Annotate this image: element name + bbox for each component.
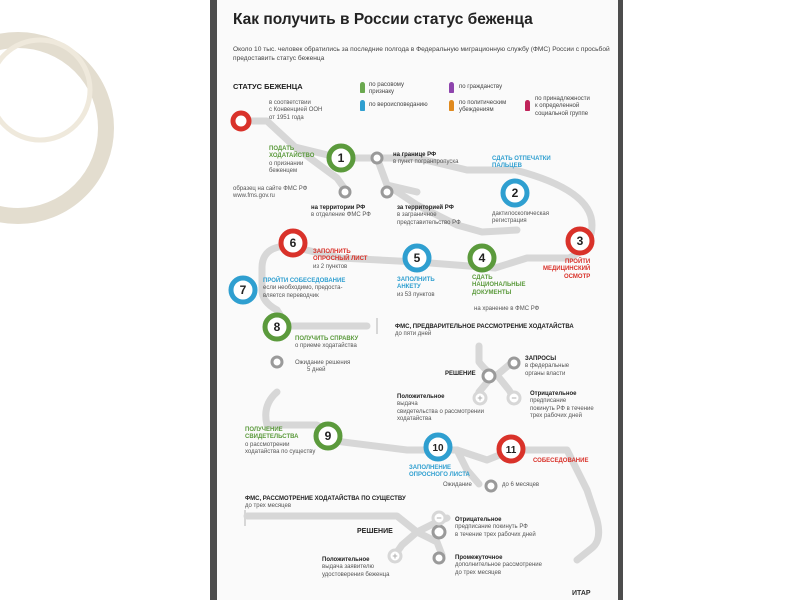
plus-sign-1: + xyxy=(477,393,483,403)
outcome-desc: предписание xyxy=(530,398,567,405)
review-1-header xyxy=(395,324,574,339)
legend-item-race xyxy=(369,82,404,97)
sample-note xyxy=(233,186,307,201)
outcome-desc: выдача xyxy=(397,401,418,408)
positive-1-label xyxy=(397,394,484,424)
step-title: ПАЛЬЦЕВ xyxy=(492,163,522,170)
review-2-header xyxy=(245,496,406,511)
step-number-4: 4 xyxy=(478,251,486,265)
decision-2-label: РЕШЕНИЕ xyxy=(357,528,393,535)
step-4-desc: на хранение в ФМС РФ xyxy=(474,306,540,312)
outcome-title: Отрицательное xyxy=(530,391,577,397)
step-title: МЕДИЦИНСКИЙ xyxy=(543,266,591,273)
source-label: ИТАР xyxy=(572,590,591,597)
step-number-8: 8 xyxy=(273,320,281,334)
minus-sign-2: − xyxy=(436,513,442,523)
step-title: ПОДАТЬ xyxy=(269,146,295,152)
sample-line: образец на сайте ФМС РФ xyxy=(233,186,308,192)
wait-2-label: Ожидание xyxy=(443,482,472,488)
step-title: СДАТЬ xyxy=(472,275,493,281)
outcome-title: Отрицательное xyxy=(455,517,502,523)
option-title: на границе РФ xyxy=(393,152,437,158)
legend-basis-line: в соответствии xyxy=(269,100,311,106)
positive-2-label xyxy=(322,557,389,579)
option-desc: представительство РФ xyxy=(397,219,461,226)
station-requests xyxy=(509,358,519,368)
step-title: АНКЕТУ xyxy=(397,284,421,291)
step-5-label xyxy=(397,277,435,299)
option-desc: в заграничное xyxy=(397,212,437,219)
citizenship-pin-icon xyxy=(449,82,454,93)
step-2-desc xyxy=(492,211,549,226)
outcome-desc: удостоверения беженца xyxy=(322,571,390,578)
inside-option xyxy=(311,205,371,220)
plus-sign-2: + xyxy=(392,551,398,561)
intermediate-label xyxy=(455,555,542,577)
social-group-pin-icon xyxy=(525,100,530,111)
step-title: ЗАПОЛНИТЬ xyxy=(397,277,435,283)
step-desc: из 53 пунктов xyxy=(397,291,435,298)
step-number-11: 11 xyxy=(505,445,517,456)
right-border-bar xyxy=(618,0,623,600)
step-desc: из 2 пунктов xyxy=(313,263,348,270)
outcome-desc: ходатайства xyxy=(397,416,432,423)
review-term: до трех месяцев xyxy=(245,503,292,510)
step-number-9: 9 xyxy=(324,429,332,443)
politics-pin-icon xyxy=(449,100,454,111)
step-7-label xyxy=(263,278,345,300)
outcome-desc: дополнительное рассмотрение xyxy=(455,562,542,569)
legend-line: убеждениям xyxy=(459,107,494,114)
outcome-desc: покинуть РФ в течение xyxy=(530,405,594,412)
negative-2-label xyxy=(455,517,536,539)
legend-item-religion: по вероисповеданию xyxy=(369,102,428,108)
infographic-poster xyxy=(217,0,618,600)
step-title: ОПРОСНОГО ЛИСТА xyxy=(409,472,470,479)
step-number-5: 5 xyxy=(413,251,421,265)
step-title: ХОДАТАЙСТВО xyxy=(269,153,315,160)
negative-1-label xyxy=(530,391,594,421)
station-start xyxy=(233,113,249,129)
outcome-desc: предписание покинуть РФ xyxy=(455,524,528,531)
step-title: ОСМОТР xyxy=(563,273,591,280)
review-term: до пяти дней xyxy=(395,331,432,338)
religion-pin-icon xyxy=(360,100,365,111)
station-inside xyxy=(340,187,350,197)
outcome-title: Положительное xyxy=(397,394,445,400)
step-4-label xyxy=(472,275,526,297)
station-wait1 xyxy=(272,357,282,367)
outcome-desc: выдача заявителю xyxy=(322,564,375,571)
left-border-bar xyxy=(210,0,217,600)
step-title: НАЦИОНАЛЬНЫЕ xyxy=(472,282,526,289)
station-wait2 xyxy=(486,481,496,491)
sample-line: www.fms.gov.ru xyxy=(233,193,275,200)
step-desc: вляется переводчик xyxy=(263,292,319,299)
step-8-label xyxy=(295,336,358,351)
legend-basis-line: с Конвенцией ООН xyxy=(269,107,323,114)
step-title: ДОКУМЕНТЫ xyxy=(472,289,512,296)
station-decision2 xyxy=(433,526,445,538)
step-title: ПРОЙТИ СОБЕСЕДОВАНИЕ xyxy=(263,278,346,284)
requests-desc: органы власти xyxy=(525,370,566,377)
step-6-label xyxy=(313,249,367,271)
legend-header: СТАТУС БЕЖЕНЦА xyxy=(233,82,303,91)
wait-2-term: до 6 месяцев xyxy=(502,482,540,488)
abroad-option xyxy=(397,205,461,227)
wait-line: Ожидание решения xyxy=(295,360,351,366)
legend-line: по политическим xyxy=(459,100,507,106)
decision-1-label: РЕШЕНИЕ xyxy=(445,371,476,377)
step-title: ПОЛУЧЕНИЕ xyxy=(245,427,283,433)
legend-basis-line: от 1951 года xyxy=(269,114,304,121)
step-desc: беженцем xyxy=(269,168,298,175)
station-intermediate xyxy=(434,553,444,563)
step-2-label xyxy=(492,156,551,171)
option-title: за территорией РФ xyxy=(397,205,454,211)
step-number-6: 6 xyxy=(289,236,297,250)
border-option xyxy=(393,152,458,167)
step-title: ПОЛУЧИТЬ СПРАВКУ xyxy=(295,336,359,342)
outcome-desc: до трех месяцев xyxy=(455,569,502,576)
option-desc: в отделение ФМС РФ xyxy=(311,212,371,219)
step-title: СДАТЬ ОТПЕЧАТКИ xyxy=(492,156,551,162)
step-number-1: 1 xyxy=(337,151,345,165)
legend-item-politics xyxy=(459,100,506,115)
requests-label xyxy=(525,356,569,378)
legend-line: признаку xyxy=(369,89,395,96)
requests-title: ЗАПРОСЫ xyxy=(525,356,557,362)
step-number-2: 2 xyxy=(511,186,519,200)
legend-item-citizenship: по гражданству xyxy=(459,84,503,90)
review-title: ФМС, ПРЕДВАРИТЕЛЬНОЕ РАССМОТРЕНИЕ ХОДАТАЙСТВА xyxy=(395,324,574,330)
outcome-desc: в течение трех рабочих дней xyxy=(455,531,536,538)
step-number-10: 10 xyxy=(432,443,444,454)
legend-line: по расовому xyxy=(369,82,404,88)
step-title: ОПРОСНЫЙ ЛИСТ xyxy=(313,256,368,263)
minus-sign-1: − xyxy=(511,393,517,403)
step-desc: ходатайства по существу xyxy=(245,449,316,456)
step-title: ЗАПОЛНЕНИЕ xyxy=(409,465,452,471)
requests-desc: в федеральные xyxy=(525,363,570,370)
wait-line: 5 дней xyxy=(307,367,326,374)
step-title: ЗАПОЛНИТЬ xyxy=(313,249,351,255)
legend-line: социальной группе xyxy=(535,110,589,117)
review-title: ФМС, РАССМОТРЕНИЕ ХОДАТАЙСТВА ПО СУЩЕСТВУ xyxy=(245,496,406,502)
step-desc: регистрация xyxy=(492,218,527,225)
outcome-title: Промежуточное xyxy=(455,555,503,561)
step-desc: о приеме ходатайства xyxy=(295,343,357,350)
station-border xyxy=(372,153,382,163)
legend-line: по принадлежности xyxy=(535,96,590,102)
station-decision1 xyxy=(483,370,495,382)
step-title: ПРОЙТИ xyxy=(565,259,591,265)
race-pin-icon xyxy=(360,82,365,93)
legend-line: к определенной xyxy=(535,103,580,110)
decorative-background xyxy=(0,0,215,600)
outcome-title: Положительное xyxy=(322,557,370,563)
outcome-desc: трех рабочих дней xyxy=(530,413,582,420)
legend-basis xyxy=(269,100,322,122)
step-desc: если необходимо, предоста- xyxy=(263,285,343,292)
intro-text: Около 10 тыс. человек обратились за последние полгода в Федеральную миграционную службу (ФМС) России с просьбой предоставить статус беженца xyxy=(233,46,610,62)
station-abroad xyxy=(382,187,392,197)
step-number-3: 3 xyxy=(576,234,584,248)
option-desc: в пункт погранпропуска xyxy=(393,159,459,166)
step-title: СВИДЕТЕЛЬСТВА xyxy=(245,434,299,441)
step-desc: о рассмотрении xyxy=(245,441,290,448)
step-10-label xyxy=(409,465,470,480)
step-11-label: СОБЕСЕДОВАНИЕ xyxy=(533,458,589,464)
track-decision2 xyxy=(247,516,447,555)
step-9-label xyxy=(245,427,315,457)
wait-decision-1 xyxy=(295,360,350,375)
page-title: Как получить в России статус беженца xyxy=(233,11,533,28)
step-desc: дактилоскопическая xyxy=(492,211,549,217)
step-3-label xyxy=(543,259,590,281)
step-1-label xyxy=(269,146,314,176)
step-desc: о признании xyxy=(269,160,304,167)
outcome-desc: свидетельства о рассмотрении xyxy=(397,408,484,415)
legend-item-social-group xyxy=(535,96,590,118)
step-number-7: 7 xyxy=(239,283,247,297)
option-title: на территории РФ xyxy=(311,205,366,211)
